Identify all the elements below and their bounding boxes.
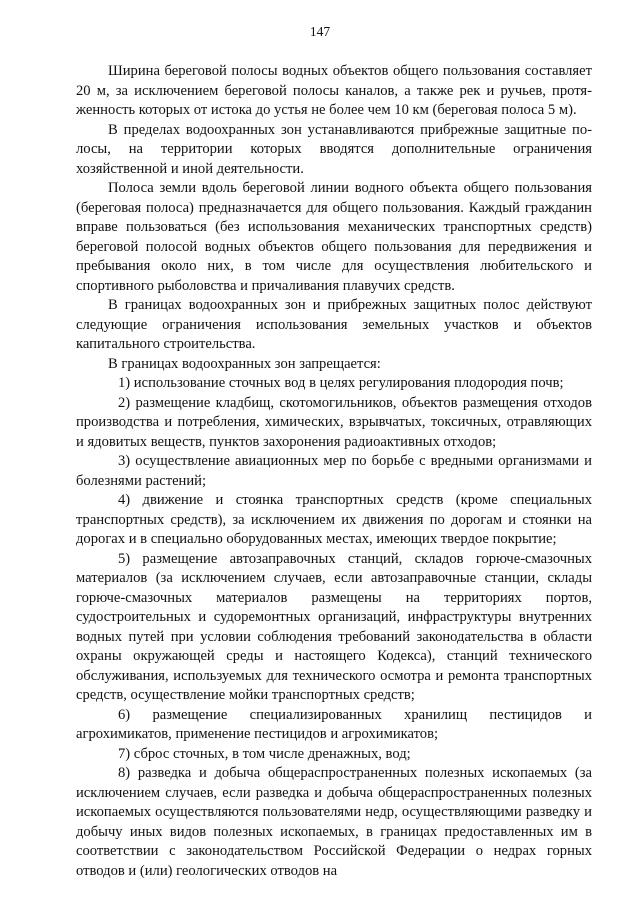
list-item: 8) разведка и добыча общераспространенных полезных ископаемых (за исключением случаев, если разведка и добыча общераспространенных полезных ископаемых осуществляются пользователями недр, осуществляющими разведку и добычу иных видов полезных ископаемых, в границах предоставленных им в соответствии с законодательством Российской Федерации о недрах горных отводов и (или) геологических отводов на <box>76 765 592 879</box>
paragraph-prohibited-intro: В границах водоохранных зон запрещается: <box>108 355 381 372</box>
list-item: 7) сброс сточных, в том числе дренажных, вод; <box>118 745 411 762</box>
list-item: 3) осуществление авиационных мер по борьбе с вредными организмами и болезнями растений; <box>76 453 592 489</box>
paragraph-public-use: Полоса земли вдоль береговой линии водного объекта общего пользования (береговая полоса) предназначается для общего пользования. Каждый гражданин вправе пользоваться (без использования механических транспортных средств) береговой полосой водных объектов общего пользования для передвижения и пребывания около них, в том числе для осуществления любительского и спортивного рыболовства и причаливания плавучих средств. <box>76 180 592 294</box>
paragraph-restrictions: В границах водоохранных зон и прибрежных защитных полос действуют следующие ограничения использования земельных участков и объектов капитального строительства. <box>76 297 592 352</box>
page-number: 147 <box>309 24 331 39</box>
paragraph-protective-strips: В пределах водоохранных зон устанавливаются прибрежные защитные полосы, на территории которых вводятся дополнительные ограничения хозяйственной и иной деятельности. <box>76 121 592 177</box>
list-item: 4) движение и стоянка транспортных средств (кроме специальных транспортных средств), за исключением их движения по дорогам и стоянки на дорогах и в специально оборудованных местах, имеющих твердое покрытие; <box>76 492 592 547</box>
list-item: 1) использование сточных вод в целях регулирования плодородия почв; <box>118 375 564 391</box>
paragraph-coastal-strip-width: Ширина береговой полосы водных объектов общего пользования составляет 20 м, за исключением береговой полосы каналов, а также рек и ручьев, протяженность которых от истока до устья не более чем 10 км (береговая полоса 5 м). <box>76 63 592 118</box>
list-item: 2) размещение кладбищ, скотомогильников, объектов размещения отходов производства и потребления, химических, взрывчатых, токсичных, отравляющих и ядовитых веществ, пунктов захоронения радиоактивных отходов; <box>76 394 592 450</box>
list-item: 6) размещение специализированных хранилищ пестицидов и агрохимикатов, применение пестицидов и агрохимикатов; <box>76 706 592 742</box>
list-item: 5) размещение автозаправочных станций, складов горюче-смазочных материалов (за исключением случаев, если автозаправочные станции, склады горюче-смазочных материалов размещены на территориях портов, судостроительных и судоремонтных организаций, инфраструктуры внутренних водных путей при условии соблюдения требований законодательства в области охраны окружающей среды и настоящего Кодекса), станций технического обслуживания, используемых для технического осмотра и ремонта транспортных средств, осуществление мойки транспортных средств; <box>76 550 592 703</box>
document-body <box>76 62 592 881</box>
